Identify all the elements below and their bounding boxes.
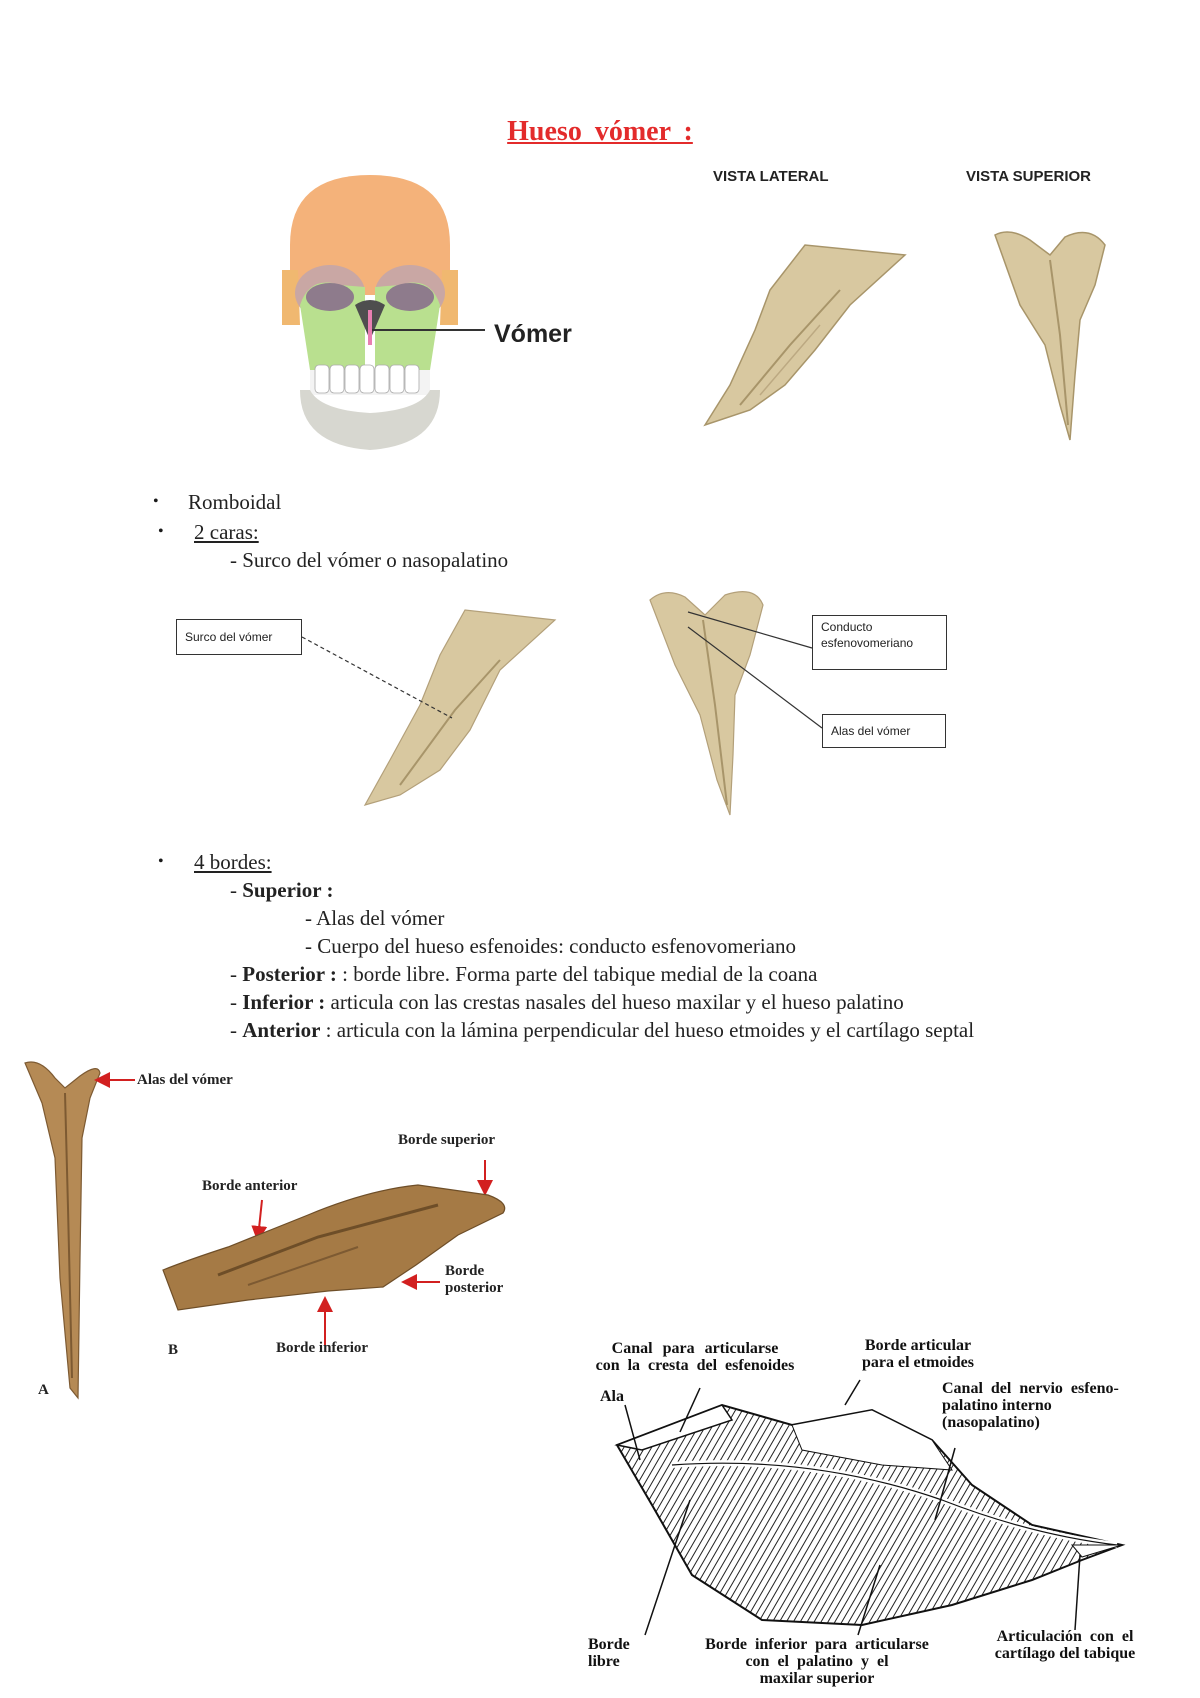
label-articulacion-1: Articulación con el xyxy=(996,1628,1134,1645)
bullet-icon: • xyxy=(158,853,164,870)
label-alas-del-vomer-a: Alas del vómer xyxy=(137,1072,233,1088)
label-borde-inf-1: Borde inferior para articularse xyxy=(705,1636,929,1653)
skull-label-vomer: Vómer xyxy=(494,320,572,348)
figure-label-b: B xyxy=(168,1342,179,1358)
label-articulacion-cartilago xyxy=(970,1628,1160,1662)
label-borde-inferior-articular xyxy=(672,1636,962,1687)
bordes-heading: 4 bordes: xyxy=(194,850,272,874)
label-surco-del-vomer: Surco del vómer xyxy=(176,619,302,655)
borde-superior-label: Superior : xyxy=(242,878,334,902)
borde-anterior-line: - Anterior : articula con la lámina perpendicular del hueso etmoides y el cartílago septal xyxy=(230,1018,975,1042)
label-canal-1: Canal para articularse xyxy=(611,1340,779,1357)
label-borde-art-2: para el etmoides xyxy=(862,1354,974,1371)
borde-posterior-line: - Posterior : : borde libre. Forma parte del tabique medial de la coana xyxy=(230,962,818,986)
superior-item-cuerpo: - Cuerpo del hueso esfenoides: conducto esfenovomeriano xyxy=(305,934,797,958)
bullet-icon: • xyxy=(158,523,164,540)
label-borde-libre-2: libre xyxy=(588,1653,620,1670)
borde-posterior-text: : borde libre. Forma parte del tabique medial de la coana xyxy=(336,962,818,986)
page-title: Hueso vómer : xyxy=(507,116,693,147)
caras-item: - Surco del vómer o nasopalatino xyxy=(230,548,509,572)
label-borde-posterior-2: posterior xyxy=(445,1280,504,1296)
view-superior-caption: VISTA SUPERIOR xyxy=(966,168,1092,185)
borde-inferior-label: Inferior : xyxy=(242,990,326,1014)
label-borde-anterior: Borde anterior xyxy=(202,1178,298,1194)
borde-anterior-label: Anterior xyxy=(242,1018,321,1042)
label-borde-art-1: Borde articular xyxy=(864,1337,972,1354)
label-borde-inferior: Borde inferior xyxy=(276,1340,369,1356)
label-nervio-1: Canal del nervio esfeno- xyxy=(942,1380,1119,1397)
bullet-icon: • xyxy=(153,493,159,510)
figure-label-a: A xyxy=(38,1382,49,1398)
label-borde-libre xyxy=(588,1636,630,1670)
borde-inferior-text: articula con las crestas nasales del hueso maxilar y el hueso palatino xyxy=(325,990,904,1014)
caras-heading: 2 caras: xyxy=(194,520,259,544)
view-lateral-caption: VISTA LATERAL xyxy=(713,168,829,185)
borde-inferior-line: - Inferior : articula con las crestas nasales del hueso maxilar y el hueso palatino xyxy=(230,990,904,1014)
label-canal-cresta xyxy=(560,1340,830,1374)
borde-posterior-label: Posterior : xyxy=(242,962,337,986)
label-borde-libre-1: Borde xyxy=(588,1636,630,1653)
label-nervio-3: (nasopalatino) xyxy=(942,1414,1040,1431)
label-borde-articular xyxy=(838,1337,998,1371)
superior-item-alas: - Alas del vómer xyxy=(305,906,445,930)
label-alas-del-vomer: Alas del vómer xyxy=(822,714,946,748)
label-borde-inf-2: con el palatino y el xyxy=(745,1653,889,1670)
label-canal-nervio xyxy=(942,1380,1119,1431)
borde-superior-line: - Superior : xyxy=(230,878,334,902)
label-borde-posterior-1: Borde xyxy=(445,1263,485,1279)
label-conducto-esfenovomeriano: Conducto esfenovomeriano xyxy=(812,615,947,670)
label-borde-superior: Borde superior xyxy=(398,1132,496,1148)
label-canal-2: con la cresta del esfenoides xyxy=(595,1357,795,1374)
label-nervio-2: palatino interno xyxy=(942,1397,1052,1414)
shape-romboidal: Romboidal xyxy=(188,490,282,514)
borde-anterior-text: : articula con la lámina perpendicular del hueso etmoides y el cartílago septal xyxy=(320,1018,975,1042)
label-ala: Ala xyxy=(600,1388,624,1405)
label-borde-inf-3: maxilar superior xyxy=(759,1670,875,1687)
label-articulacion-2: cartílago del tabique xyxy=(994,1645,1136,1662)
